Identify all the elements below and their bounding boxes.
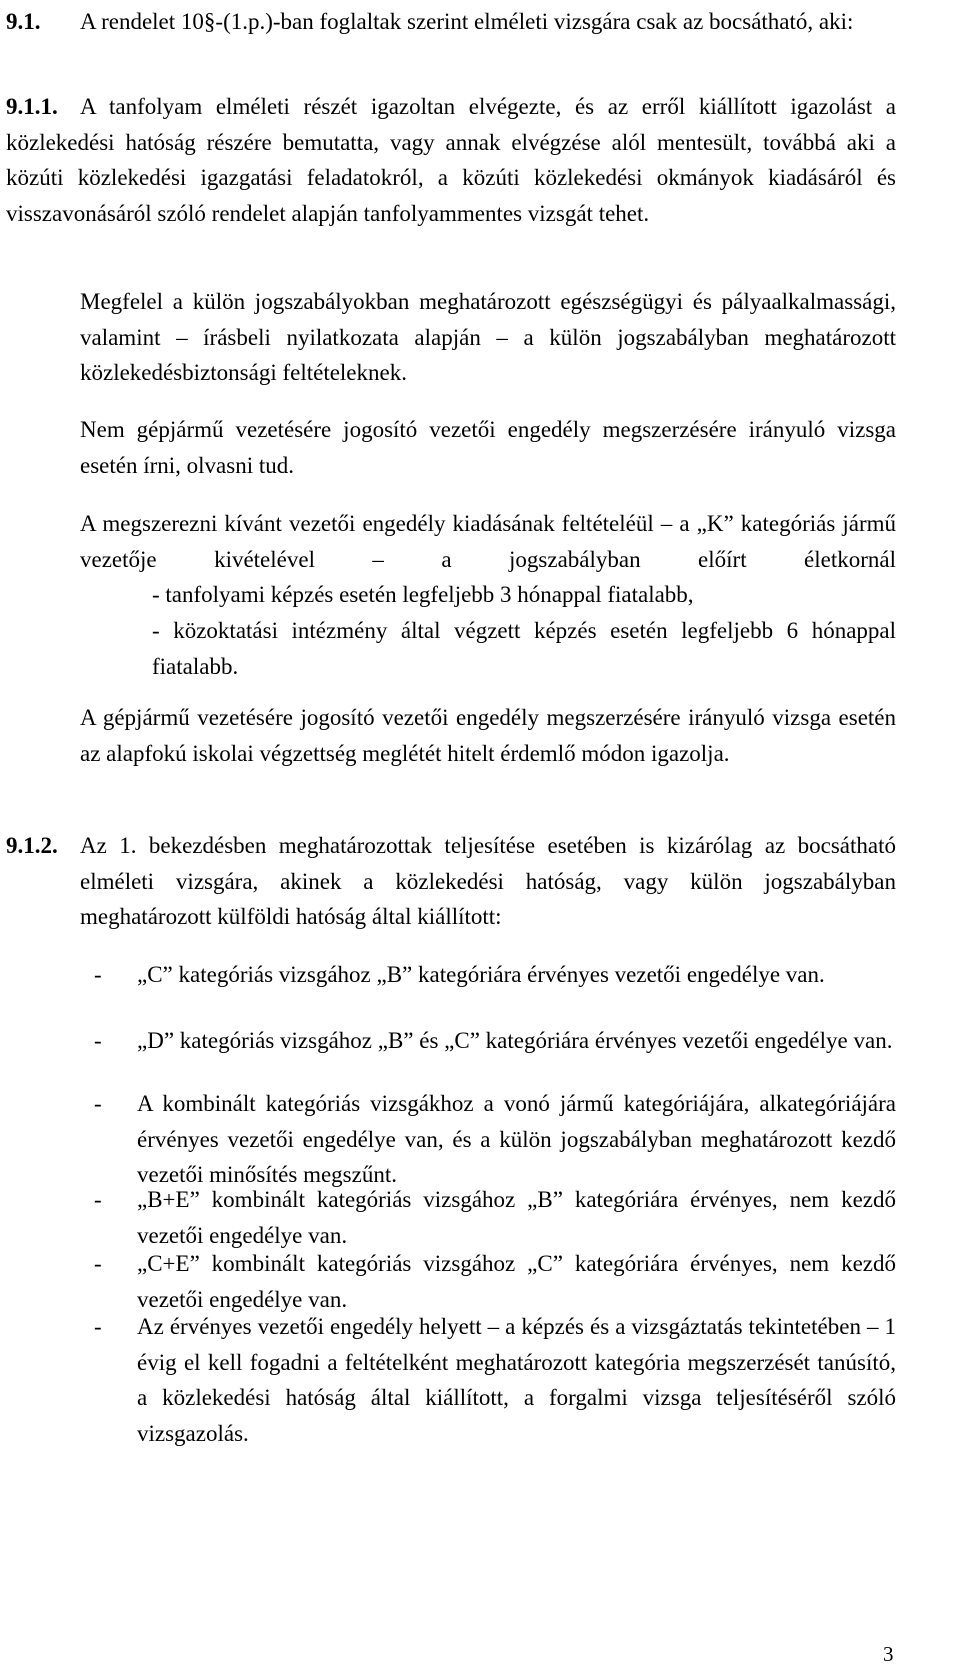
list-item-d-category: „D” kategóriás vizsgához „B” és „C” kategóriára érvényes vezetői engedélye van. xyxy=(137,1028,893,1053)
paragraph-age-requirement: A megszerezni kívánt vezetői engedély kiadásának feltételéül – a „K” kategóriás jármű vezetője kivételével – a jogszabályban előírt életkornál xyxy=(80,511,896,572)
age-item-2: - közoktatási intézmény által végzett képzés esetén legfeljebb 6 hónappal fiatalabb. xyxy=(152,618,896,679)
section-9-1-1-text: A tanfolyam elméleti részét igazoltan elvégezte, és az erről kiállított igazolást a közlekedési hatóság részére bemutatta, vagy annak elvégzése alól mentesült, továbbá aki a közúti közlekedési igazgatási feladatokról, a közúti közlekedési okmányok kiadásáról és visszavonásáról szóló rendelet alapján tanfolyammentes vizsgát tehet. xyxy=(6,94,896,226)
list-item-c-category: „C” kategóriás vizsgához „B” kategóriára érvényes vezetői engedélye van. xyxy=(137,962,825,987)
age-item-1: - tanfolyami képzés esetén legfeljebb 3 hónappal fiatalabb, xyxy=(152,582,694,607)
list-item-dash: - xyxy=(94,962,102,987)
paragraph-school-requirement: A gépjármű vezetésére jogosító vezetői engedély megszerzésére irányuló vizsga esetén az alapfokú iskolai végzettség meglétét hitelt érdemlő módon igazolja. xyxy=(80,705,896,766)
list-item-dash: - xyxy=(94,1091,102,1116)
list-item-dash: - xyxy=(94,1314,102,1339)
section-9-1-2-number: 9.1.2. xyxy=(6,833,58,858)
page-number: 3 xyxy=(883,1642,894,1666)
list-item-ce-category: „C+E” kombinált kategóriás vizsgához „C” kategóriára érvényes, nem kezdő vezetői engedélye van. xyxy=(137,1251,896,1312)
section-9-1-text: A rendelet 10§-(1.p.)-ban foglaltak szerint elméleti vizsgára csak az bocsátható, aki: xyxy=(80,9,854,34)
section-9-1-2-text: Az 1. bekezdésben meghatározottak teljesítése esetében is kizárólag az bocsátható elméleti vizsgára, akinek a közlekedési hatóság, vagy külön jogszabályban meghatározott külföldi hatóság által kiállított: xyxy=(80,833,896,929)
list-item-dash: - xyxy=(94,1251,102,1276)
list-item-dash: - xyxy=(94,1028,102,1053)
paragraph-health-requirements: Megfelel a külön jogszabályokban meghatározott egészségügyi és pályaalkalmassági, valamint – írásbeli nyilatkozata alapján – a külön jogszabályban meghatározott közlekedésbiztonsági feltételeknek. xyxy=(80,289,896,385)
list-item-combined-category: A kombinált kategóriás vizsgákhoz a vonó jármű kategóriájára, alkategóriájára érvényes vezetői engedélye van, és a külön jogszabályban meghatározott kezdő vezetői minősítés megszűnt. xyxy=(137,1091,896,1187)
paragraph-read-write: Nem gépjármű vezetésére jogosító vezetői engedély megszerzésére irányuló vizsga esetén írni, olvasni tud. xyxy=(80,417,896,478)
section-9-1-1-number: 9.1.1. xyxy=(6,94,58,119)
list-item-dash: - xyxy=(94,1187,102,1212)
list-item-be-category: „B+E” kombinált kategóriás vizsgához „B” kategóriára érvényes, nem kezdő vezetői engedélye van. xyxy=(137,1187,896,1248)
section-9-1-number: 9.1. xyxy=(6,9,41,34)
list-item-valid-license: Az érvényes vezetői engedély helyett – a képzés és a vizsgáztatás tekintetében – 1 évig el kell fogadni a feltételként meghatározott kategória megszerzését tanúsító, a közlekedési hatóság által kiállított, a forgalmi vizsga teljesítéséről szóló vizsgazolás. xyxy=(137,1314,896,1446)
